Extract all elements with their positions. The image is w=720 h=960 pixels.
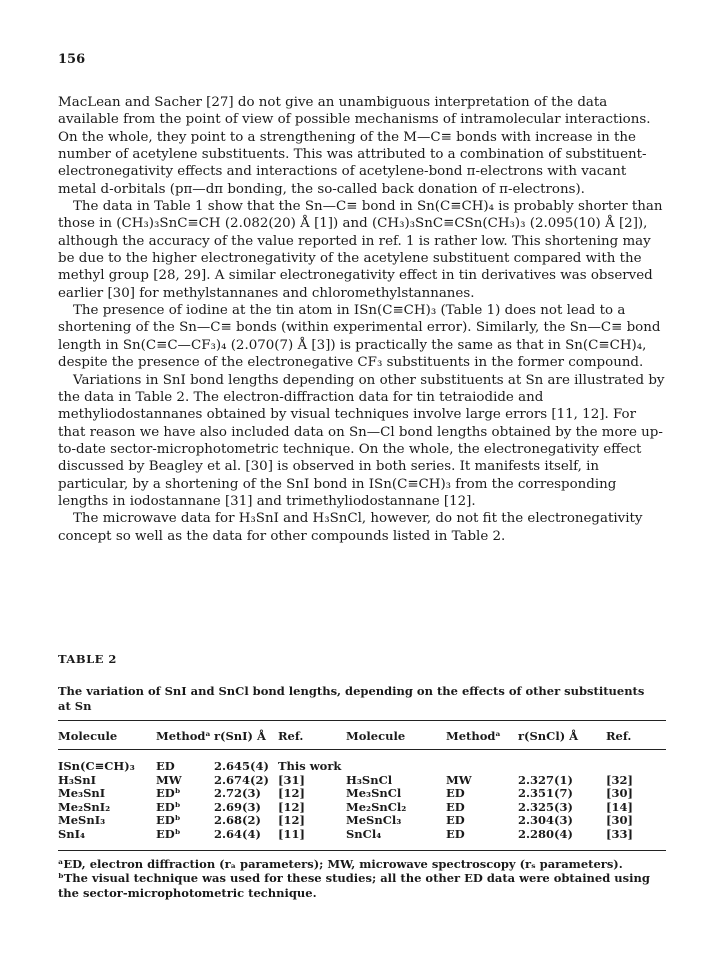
table-cell: [30]	[606, 813, 633, 828]
table-cell: Me₃SnCl	[346, 786, 402, 801]
column-header: Methodᵃ	[446, 729, 501, 743]
footnote: ᵇThe visual technique was used for these studies; all the other ED data were obtained using the sector-microphotometric technique.	[58, 871, 650, 900]
table-cell	[446, 750, 518, 774]
table-cell: [31]	[278, 772, 305, 787]
paragraph: The data in Table 1 show that the Sn—C≡ bond in Sn(C≡CH)₄ is probably shorter than those in (CH₃)₃SnC≡CH (2.082(20) Å [1]) and (CH₃)₃SnC≡CSn(CH₃)₃ (2.095(10) Å [2]), although the accuracy of the value reported in ref. 1 is rather low. This shortening may be due to the higher electronegativity of the acetylene substituent compared with the methyl group [28, 29]. A similar electronegativity effect in tin derivatives was observed earlier [30] for methylstannanes and chloromethylstannanes.	[58, 199, 663, 301]
table-cell: 2.72(3)	[214, 786, 261, 801]
table-cell: 2.674(2)	[214, 772, 269, 787]
table-cell: H₃SnI	[58, 772, 96, 787]
table-cell: [30]	[606, 786, 633, 801]
table-cell: ED	[446, 813, 465, 828]
table-cell: ED	[446, 799, 465, 814]
column-header: Methodᵃ	[156, 729, 211, 743]
column-header: Ref.	[278, 729, 304, 743]
table-cell	[606, 750, 666, 774]
table-cell: ED	[446, 826, 465, 841]
data-table	[58, 729, 666, 842]
table-cell: MeSnCl₃	[346, 813, 402, 828]
table-row	[58, 774, 666, 788]
column-header: r(SnCl) Å	[518, 729, 579, 743]
table-cell: MW	[446, 772, 472, 787]
paragraph: MacLean and Sacher [27] do not give an unambiguous interpretation of the data available from the point of view of possible mechanisms of intramolecular interactions. On the whole, they point to a strengthening of the M—C≡ bonds with increase in the number of acetylene substituents. This was attributed to a combination of substituent-electronegativity effects and interactions of acetylene-bond π-electrons with vacant metal d-orbitals (pπ—dπ bonding, the so-called back donation of π-electrons).	[58, 95, 651, 197]
table-label: TABLE 2	[58, 652, 117, 666]
table-cell: 2.645(4)	[214, 759, 269, 773]
column-header: r(SnI) Å	[214, 729, 266, 743]
table-cell: [33]	[606, 826, 633, 841]
table-cell: 2.327(1)	[518, 772, 573, 787]
table-cell: [11]	[278, 826, 305, 841]
page-number: 156	[58, 52, 86, 67]
table-cell: 2.325(3)	[518, 799, 573, 814]
table-cell: [32]	[606, 772, 633, 787]
table-cell	[346, 750, 446, 774]
table-cell: EDᵇ	[156, 786, 181, 801]
body-text	[58, 94, 666, 545]
table-cell: EDᵇ	[156, 799, 181, 814]
table-cell: [12]	[278, 799, 305, 814]
table-caption: The variation of SnI and SnCl bond lengths, depending on the effects of other substituents at Sn	[58, 684, 645, 713]
table-cell: 2.351(7)	[518, 786, 573, 801]
table-top-rule	[58, 720, 666, 721]
paragraph: The presence of iodine at the tin atom in ISn(C≡CH)₃ (Table 1) does not lead to a shortening of the Sn—C≡ bonds (within experimental error). Similarly, the Sn—C≡ bond length in Sn(C≡C—CF₃)₄ (2.070(7) Å [3]) is practically the same as that in Sn(C≡CH)₄, despite the presence of the electronegative CF₃ substituents in the former compound.	[58, 303, 661, 371]
table-cell: 2.64(4)	[214, 826, 261, 841]
table-cell: [14]	[606, 799, 633, 814]
column-header: Molecule	[346, 729, 406, 743]
table-footnotes	[58, 857, 668, 900]
table-cell: [12]	[278, 813, 305, 828]
table-cell	[518, 750, 606, 774]
table-row	[58, 801, 666, 815]
column-header: Ref.	[606, 729, 632, 743]
table-cell: 2.69(3)	[214, 799, 261, 814]
paragraph: The microwave data for H₃SnI and H₃SnCl, however, do not fit the electronegativity concept so well as the data for other compounds listed in Table 2.	[58, 511, 643, 544]
table-cell: ISn(C≡CH)₃	[58, 759, 135, 773]
table-cell: [12]	[278, 786, 305, 801]
table-cell: 2.68(2)	[214, 813, 261, 828]
table-row	[58, 750, 666, 774]
table-cell: ED	[446, 786, 465, 801]
table-cell: 2.304(3)	[518, 813, 573, 828]
table-cell: H₃SnCl	[346, 772, 393, 787]
column-header: Molecule	[58, 729, 118, 743]
table-cell: MW	[156, 772, 182, 787]
table-cell: MeSnI₃	[58, 813, 106, 828]
table-cell: EDᵇ	[156, 813, 181, 828]
table-row	[58, 814, 666, 828]
table-cell: SnI₄	[58, 826, 86, 841]
table-cell: 2.280(4)	[518, 826, 573, 841]
table-row	[58, 787, 666, 801]
table-cell: This work	[278, 759, 342, 773]
table-cell: Me₂SnCl₂	[346, 799, 407, 814]
table-bottom-rule	[58, 850, 666, 851]
table-header-row	[58, 729, 666, 750]
paragraph: Variations in SnI bond lengths depending on other substituents at Sn are illustrated by the data in Table 2. The electron-diffraction data for tin tetraiodide and methyliodostannanes obtained by visual techniques involve large errors [11, 12]. For that reason we have also included data on Sn—Cl bond lengths obtained by the more up-to-date sector-microphotometric technique. On the whole, the electronegativity effect discussed by Beagley et al. [30] is observed in both series. It manifests itself, in particular, by a shortening of the SnI bond in ISn(C≡CH)₃ from the corresponding lengths in iodostannane [31] and trimethyliodostannane [12].	[58, 372, 665, 509]
table-cell: SnCl₄	[346, 826, 382, 841]
footnote: ᵃED, electron diffraction (rₐ parameters); MW, microwave spectroscopy (rₛ parameters).	[58, 857, 623, 871]
table-cell: EDᵇ	[156, 826, 181, 841]
table-cell: ED	[156, 759, 175, 773]
table-row	[58, 828, 666, 842]
table-cell: Me₂SnI₂	[58, 799, 111, 814]
table-cell: Me₃SnI	[58, 786, 106, 801]
